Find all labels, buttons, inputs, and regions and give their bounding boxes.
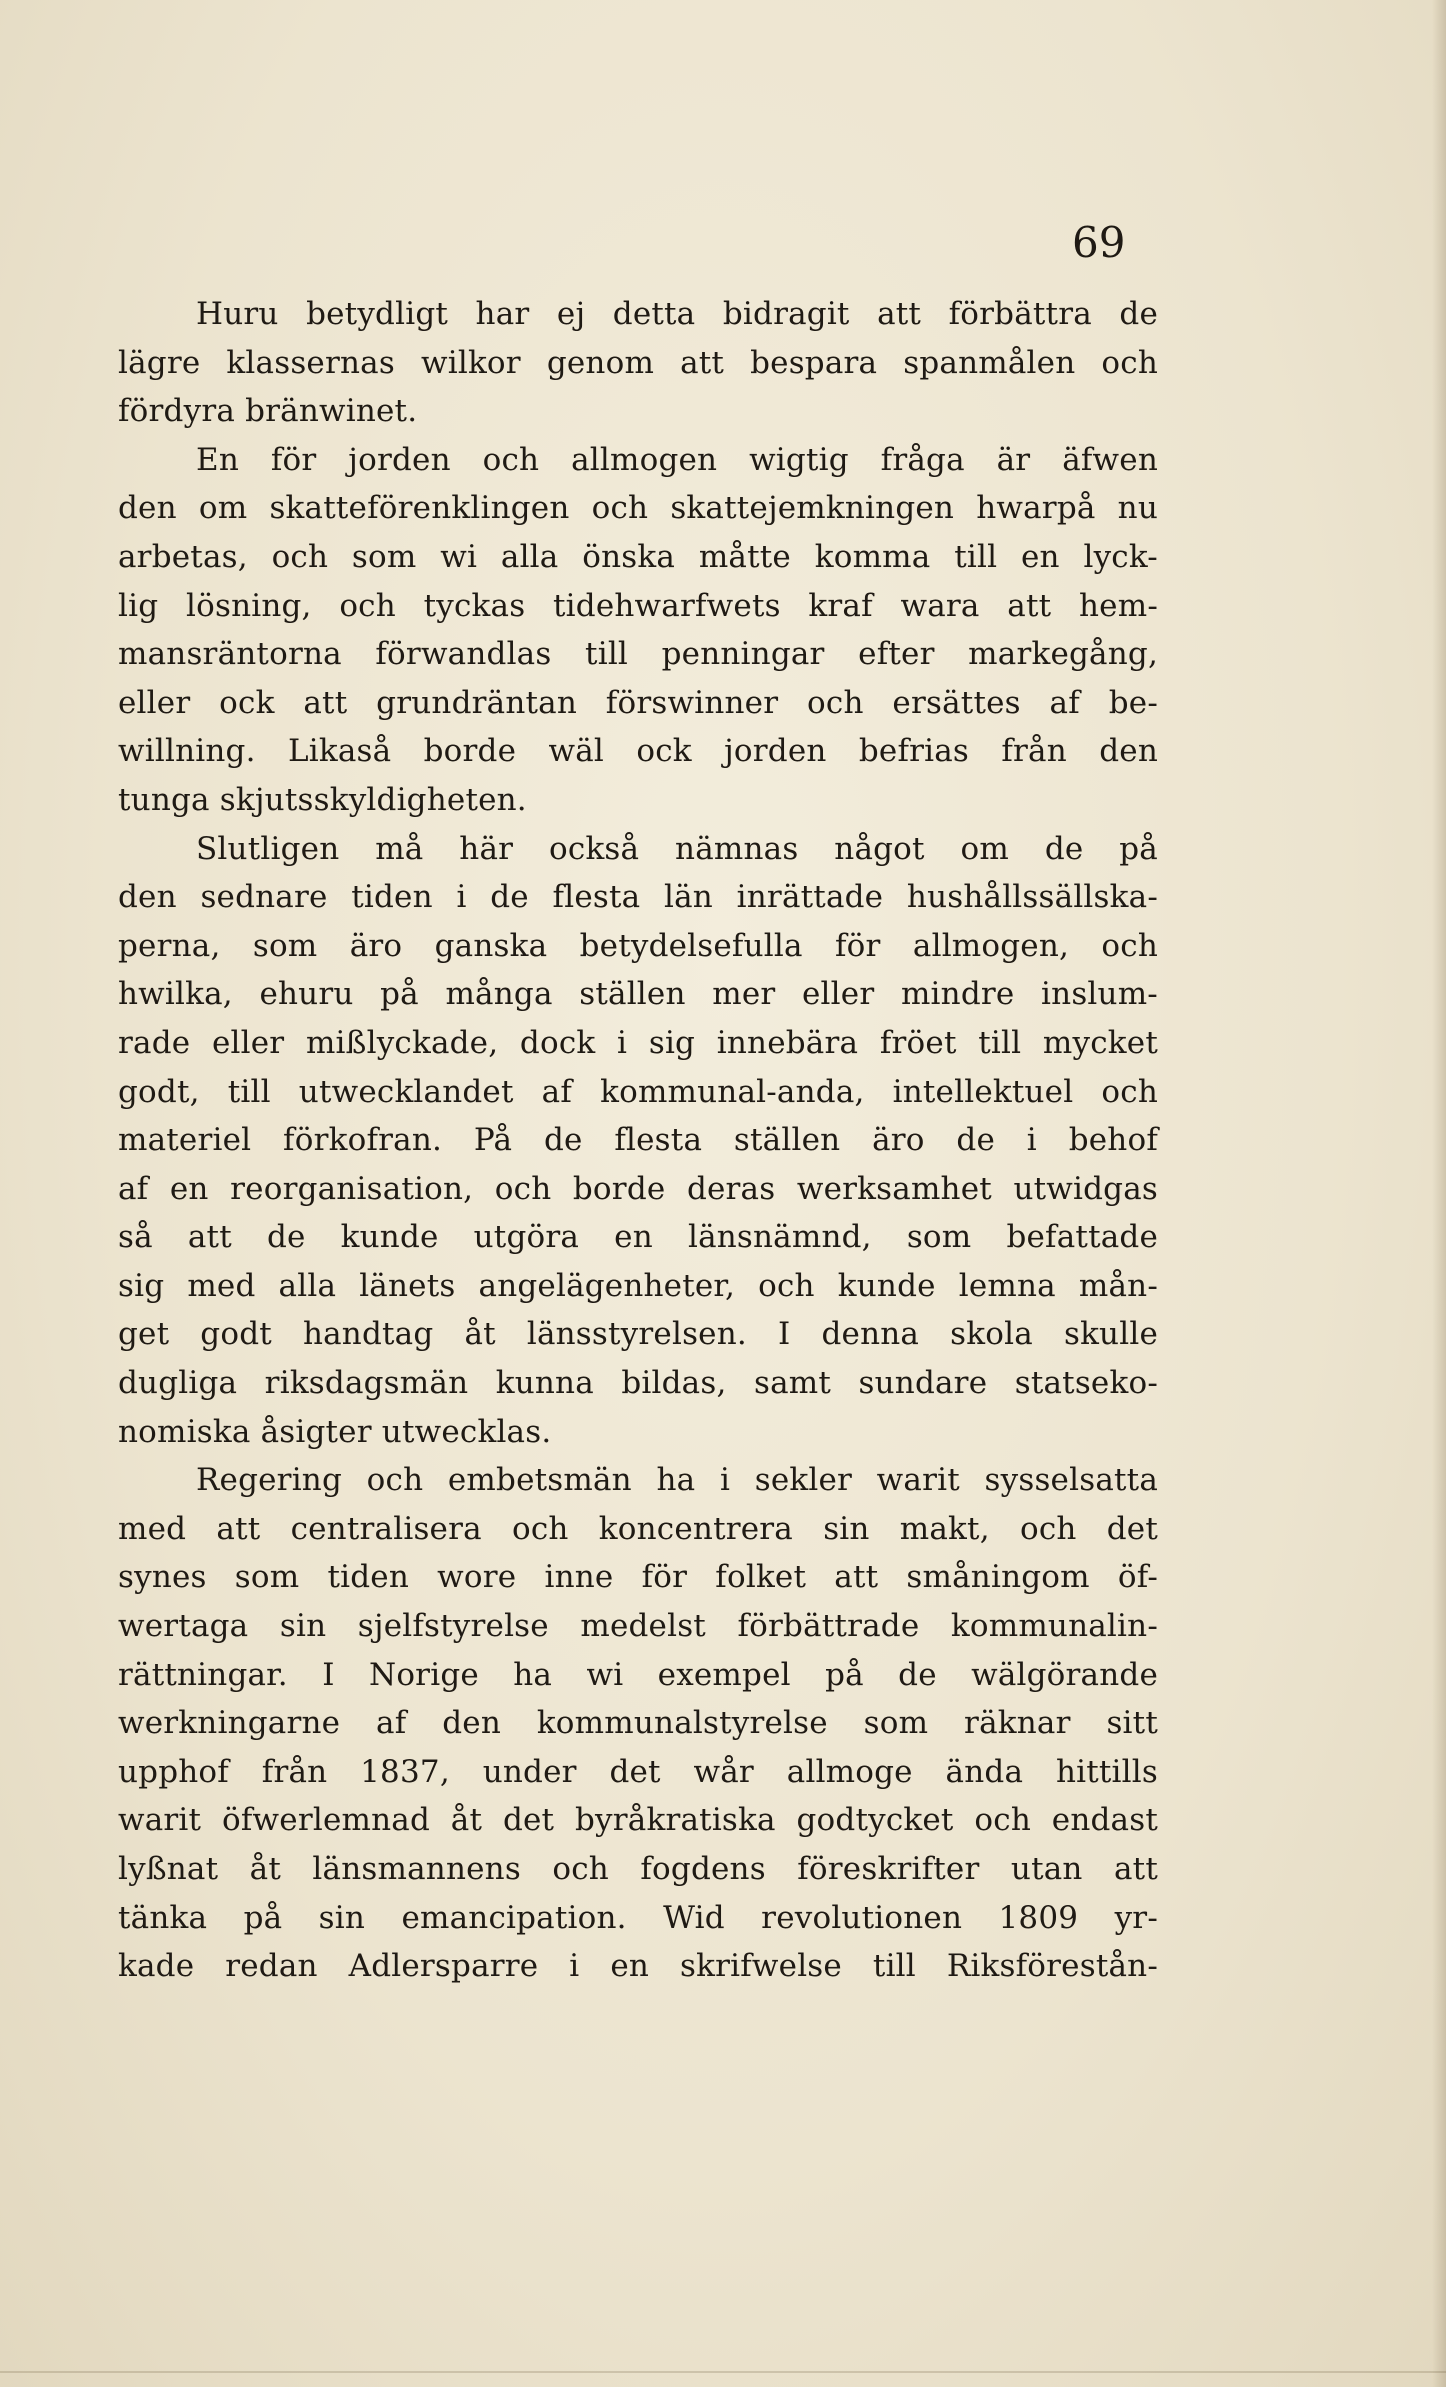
text-line: lig lösning, och tyckas tidehwarfwets kraf wara att hem- xyxy=(118,587,1158,624)
page-number: 69 xyxy=(1072,218,1126,267)
text-line: sig med alla länets angelägenheter, och kunde lemna mån- xyxy=(118,1267,1158,1304)
text-line: Slutligen må här också nämnas något om de på xyxy=(196,830,1158,867)
text-line: tunga skjutsskyldigheten. xyxy=(118,781,527,818)
text-line: godt, till utwecklandet af kommunal-anda, intellektuel och xyxy=(118,1073,1158,1110)
text-line: perna, som äro ganska betydelsefulla för allmogen, och xyxy=(118,927,1158,964)
text-line: nomiska åsigter utwecklas. xyxy=(118,1413,552,1450)
text-line: upphof från 1837, under det wår allmoge ända hittills xyxy=(118,1753,1158,1790)
text-line: dugliga riksdagsmän kunna bildas, samt sundare statseko- xyxy=(118,1365,1158,1402)
text-line: get godt handtag åt länsstyrelsen. I denna skola skulle xyxy=(118,1316,1158,1353)
text-line: rättningar. I Norige ha wi exempel på de wälgörande xyxy=(118,1656,1158,1693)
text-line: den sednare tiden i de flesta län inrättade hushållssällska- xyxy=(118,879,1158,916)
text-line: warit öfwerlemnad åt det byråkratiska godtycket och endast xyxy=(118,1802,1158,1839)
text-line: lyßnat åt länsmannens och fogdens föreskrifter utan att xyxy=(118,1851,1158,1887)
text-line: lägre klassernas wilkor genom att bespara spanmålen och xyxy=(118,344,1158,381)
text-line: arbetas, och som wi alla önska måtte komma till en lyck- xyxy=(118,538,1158,575)
text-line: kade redan Adlersparre i en skrifwelse till Riksförestån- xyxy=(118,1948,1158,1985)
text-line: tänka på sin emancipation. Wid revolutionen 1809 yr- xyxy=(118,1899,1158,1936)
text-line: wertaga sin sjelfstyrelse medelst förbättrade kommunalin- xyxy=(118,1608,1158,1645)
text-line: af en reorganisation, och borde deras werksamhet utwidgas xyxy=(118,1170,1158,1207)
text-line: hwilka, ehuru på många ställen mer eller mindre inslum- xyxy=(118,976,1158,1013)
text-line: med att centralisera och koncentrera sin makt, och det xyxy=(118,1510,1158,1547)
text-line: så att de kunde utgöra en länsnämnd, som befattade xyxy=(118,1219,1158,1256)
body-text xyxy=(118,290,1158,1991)
text-line: Huru betydligt har ej detta bidragit att förbättra de xyxy=(196,296,1158,332)
text-line: synes som tiden wore inne för folket att småningom öf- xyxy=(118,1559,1158,1596)
text-line: En för jorden och allmogen wigtig fråga är äfwen xyxy=(196,441,1158,478)
text-line: rade eller mißlyckade, dock i sig innebära fröet till mycket xyxy=(118,1024,1158,1061)
text-line: eller ock att grundräntan förswinner och ersättes af be- xyxy=(118,684,1158,721)
text-line: den om skatteförenklingen och skattejemkningen hwarpå nu xyxy=(118,490,1158,527)
text-line: fördyra bränwinet. xyxy=(118,393,418,430)
text-line: materiel förkofran. På de flesta ställen äro de i behof xyxy=(118,1122,1158,1159)
text-line: Regering och embetsmän ha i sekler warit sysselsatta xyxy=(196,1462,1158,1499)
text-line: werkningarne af den kommunalstyrelse som räknar sitt xyxy=(118,1705,1158,1742)
text-line: willning. Likaså borde wäl ock jorden befrias från den xyxy=(118,733,1158,770)
text-line: mansräntorna förwandlas till penningar efter markegång, xyxy=(118,636,1158,673)
